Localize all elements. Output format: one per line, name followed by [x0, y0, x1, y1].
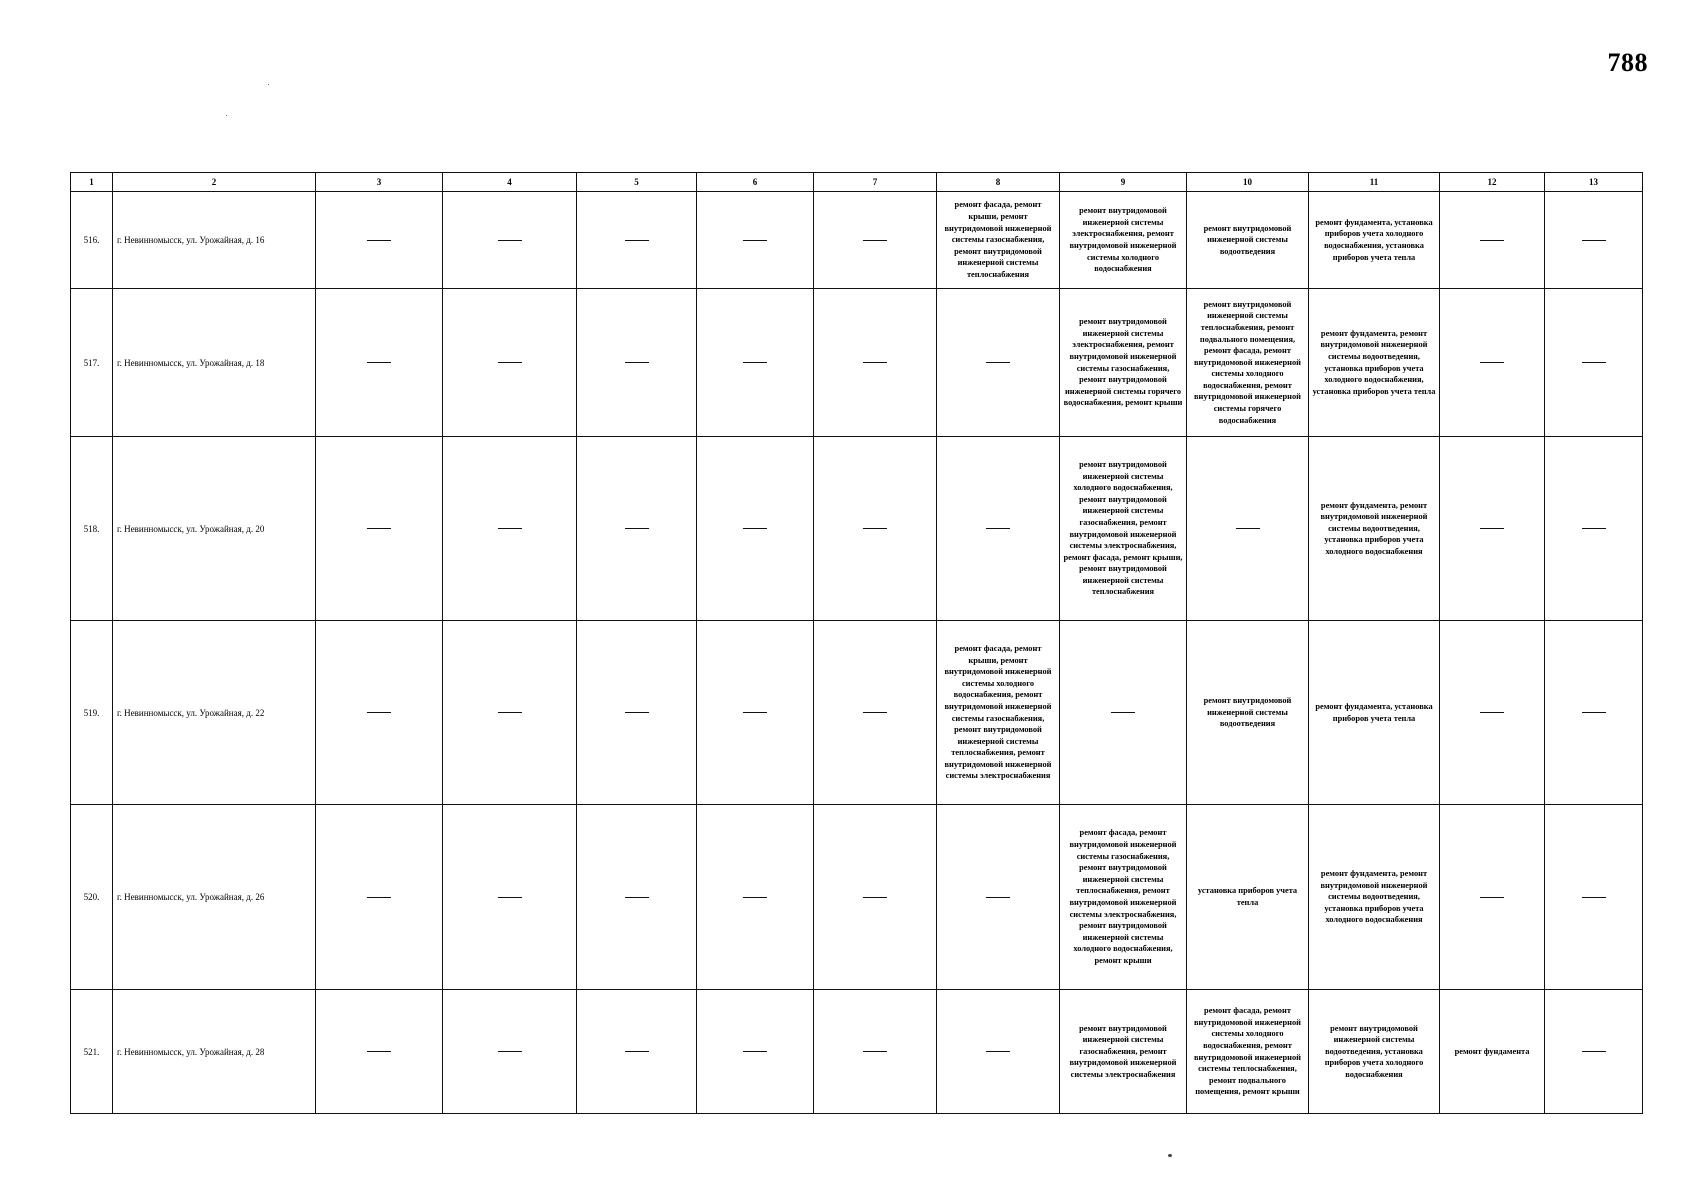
work-description-cell: ремонт внутридомовой инженерной системы электроснабжения, ремонт внутридомовой инженерной системы газоснабжения, ремонт внутридомовой инженерной системы горячего водоснабжения, ремонт крыши	[1060, 289, 1187, 437]
repair-program-table	[70, 172, 1643, 1114]
dash-mark	[498, 362, 522, 363]
dash-mark	[367, 712, 391, 713]
empty-cell	[1545, 437, 1643, 621]
dash-mark	[1480, 240, 1504, 241]
dash-mark	[863, 528, 887, 529]
column-header: 2	[113, 173, 316, 192]
empty-cell	[443, 437, 577, 621]
empty-cell	[443, 990, 577, 1114]
column-header: 6	[697, 173, 814, 192]
empty-cell	[1440, 192, 1545, 289]
scan-speck	[268, 84, 269, 85]
column-header: 7	[814, 173, 937, 192]
dash-mark	[743, 240, 767, 241]
work-description-cell: ремонт внутридомовой инженерной системы газоснабжения, ремонт внутридомовой инженерной системы электроснабжения	[1060, 990, 1187, 1114]
work-description-cell: ремонт фундамента, ремонт внутридомовой инженерной системы водоотведения, установка приборов учета холодного водоснабжения	[1309, 437, 1440, 621]
empty-cell	[577, 805, 697, 990]
dash-mark	[743, 1051, 767, 1052]
empty-cell	[443, 289, 577, 437]
empty-cell	[814, 289, 937, 437]
work-description-cell: ремонт фундамента, установка приборов учета холодного водоснабжения, установка приборов учета тепла	[1309, 192, 1440, 289]
empty-cell	[577, 437, 697, 621]
empty-cell	[443, 621, 577, 805]
empty-cell	[577, 990, 697, 1114]
empty-cell	[1545, 192, 1643, 289]
dash-mark	[498, 712, 522, 713]
work-description-cell: ремонт внутридомовой инженерной системы холодного водоснабжения, ремонт внутридомовой инженерной системы газоснабжения, ремонт внутридомовой инженерной системы электроснабжения, ремонт фасада, ремонт крыши, ремонт внутридомовой инженерной системы теплоснабжения	[1060, 437, 1187, 621]
empty-cell	[1440, 289, 1545, 437]
scan-speck	[1168, 1154, 1172, 1157]
column-header: 1	[71, 173, 113, 192]
dash-mark	[498, 240, 522, 241]
dash-mark	[1111, 712, 1135, 713]
table-row	[71, 192, 1643, 289]
empty-cell	[1545, 990, 1643, 1114]
work-description-cell: ремонт фасада, ремонт внутридомовой инженерной системы холодного водоснабжения, ремонт внутридомовой инженерной системы теплоснабжения, ремонт подвального помещения, ремонт крыши	[1187, 990, 1309, 1114]
empty-cell	[316, 289, 443, 437]
dash-mark	[1582, 897, 1606, 898]
dash-mark	[625, 362, 649, 363]
column-header: 4	[443, 173, 577, 192]
work-description-cell: ремонт внутридомовой инженерной системы электроснабжения, ремонт внутридомовой инженерной системы холодного водоснабжения	[1060, 192, 1187, 289]
work-description-cell: ремонт фундамента, установка приборов учета тепла	[1309, 621, 1440, 805]
dash-mark	[498, 528, 522, 529]
column-header: 11	[1309, 173, 1440, 192]
column-header: 13	[1545, 173, 1643, 192]
address-cell: г. Невинномысск, ул. Урожайная, д. 26	[113, 805, 316, 990]
empty-cell	[577, 192, 697, 289]
row-number: 520.	[71, 805, 113, 990]
table-row	[71, 437, 1643, 621]
dash-mark	[625, 528, 649, 529]
column-header: 9	[1060, 173, 1187, 192]
work-description-cell: ремонт внутридомовой инженерной системы водоотведения	[1187, 621, 1309, 805]
work-description-cell: ремонт фасада, ремонт крыши, ремонт внутридомовой инженерной системы холодного водоснабжения, ремонт внутридомовой инженерной системы газоснабжения, ремонт внутридомовой инженерной системы теплоснабжения, ремонт внутридомовой инженерной системы электроснабжения	[937, 621, 1060, 805]
address-cell: г. Невинномысск, ул. Урожайная, д. 18	[113, 289, 316, 437]
empty-cell	[697, 437, 814, 621]
dash-mark	[498, 897, 522, 898]
table-row	[71, 289, 1643, 437]
dash-mark	[1236, 528, 1260, 529]
empty-cell	[577, 289, 697, 437]
dash-mark	[1480, 712, 1504, 713]
empty-cell	[697, 289, 814, 437]
dash-mark	[986, 528, 1010, 529]
table-row	[71, 990, 1643, 1114]
column-header: 3	[316, 173, 443, 192]
row-number: 517.	[71, 289, 113, 437]
column-header: 10	[1187, 173, 1309, 192]
dash-mark	[986, 362, 1010, 363]
dash-mark	[367, 528, 391, 529]
dash-mark	[625, 1051, 649, 1052]
empty-cell	[937, 289, 1060, 437]
empty-cell	[316, 192, 443, 289]
dash-mark	[625, 712, 649, 713]
empty-cell	[316, 805, 443, 990]
address-cell: г. Невинномысск, ул. Урожайная, д. 16	[113, 192, 316, 289]
dash-mark	[863, 1051, 887, 1052]
dash-mark	[367, 897, 391, 898]
empty-cell	[814, 805, 937, 990]
dash-mark	[498, 1051, 522, 1052]
empty-cell	[316, 621, 443, 805]
dash-mark	[1480, 897, 1504, 898]
row-number: 518.	[71, 437, 113, 621]
empty-cell	[316, 990, 443, 1114]
empty-cell	[937, 437, 1060, 621]
dash-mark	[367, 1051, 391, 1052]
work-description-cell: ремонт внутридомовой инженерной системы теплоснабжения, ремонт подвального помещения, ремонт фасада, ремонт внутридомовой инженерной системы холодного водоснабжения, ремонт внутридомовой инженерной системы горячего водоснабжения	[1187, 289, 1309, 437]
work-description-cell: ремонт фундамента, ремонт внутридомовой инженерной системы водоотведения, установка приборов учета холодного водоснабжения, установка приборов учета тепла	[1309, 289, 1440, 437]
empty-cell	[697, 192, 814, 289]
dash-mark	[986, 1051, 1010, 1052]
table-row	[71, 621, 1643, 805]
empty-cell	[1545, 805, 1643, 990]
empty-cell	[1060, 621, 1187, 805]
work-description-cell: ремонт фасада, ремонт внутридомовой инженерной системы газоснабжения, ремонт внутридомовой инженерной системы теплоснабжения, ремонт внутридомовой инженерной системы электроснабжения, ремонт внутридомовой инженерной системы холодного водоснабжения, ремонт крыши	[1060, 805, 1187, 990]
empty-cell	[697, 805, 814, 990]
dash-mark	[1582, 240, 1606, 241]
empty-cell	[316, 437, 443, 621]
dash-mark	[743, 528, 767, 529]
row-number: 516.	[71, 192, 113, 289]
dash-mark	[1480, 362, 1504, 363]
dash-mark	[863, 712, 887, 713]
work-description-cell: установка приборов учета тепла	[1187, 805, 1309, 990]
dash-mark	[1480, 528, 1504, 529]
work-description-cell: ремонт фундамента, ремонт внутридомовой инженерной системы водоотведения, установка приборов учета холодного водоснабжения	[1309, 805, 1440, 990]
empty-cell	[1440, 805, 1545, 990]
column-header: 8	[937, 173, 1060, 192]
empty-cell	[814, 990, 937, 1114]
table-row	[71, 805, 1643, 990]
dash-mark	[743, 712, 767, 713]
work-description-cell: ремонт внутридомовой инженерной системы водоотведения	[1187, 192, 1309, 289]
dash-mark	[1582, 362, 1606, 363]
dash-mark	[986, 897, 1010, 898]
column-header: 12	[1440, 173, 1545, 192]
empty-cell	[1440, 437, 1545, 621]
empty-cell	[697, 621, 814, 805]
empty-cell	[1545, 289, 1643, 437]
dash-mark	[1582, 1051, 1606, 1052]
dash-mark	[863, 240, 887, 241]
empty-cell	[937, 990, 1060, 1114]
address-cell: г. Невинномысск, ул. Урожайная, д. 20	[113, 437, 316, 621]
dash-mark	[367, 240, 391, 241]
empty-cell	[814, 192, 937, 289]
row-number: 521.	[71, 990, 113, 1114]
work-description-cell: ремонт внутридомовой инженерной системы водоотведения, установка приборов учета холодного водоснабжения	[1309, 990, 1440, 1114]
dash-mark	[1582, 712, 1606, 713]
address-cell: г. Невинномысск, ул. Урожайная, д. 28	[113, 990, 316, 1114]
page-number: 788	[1607, 48, 1648, 77]
dash-mark	[863, 362, 887, 363]
empty-cell	[443, 805, 577, 990]
dash-mark	[367, 362, 391, 363]
dash-mark	[743, 362, 767, 363]
empty-cell	[443, 192, 577, 289]
column-number-row	[71, 173, 1643, 192]
row-number: 519.	[71, 621, 113, 805]
empty-cell	[577, 621, 697, 805]
empty-cell	[1187, 437, 1309, 621]
dash-mark	[743, 897, 767, 898]
empty-cell	[1545, 621, 1643, 805]
dash-mark	[1582, 528, 1606, 529]
column-header: 5	[577, 173, 697, 192]
table-body	[71, 192, 1643, 1114]
address-cell: г. Невинномысск, ул. Урожайная, д. 22	[113, 621, 316, 805]
empty-cell	[814, 621, 937, 805]
dash-mark	[625, 897, 649, 898]
empty-cell	[697, 990, 814, 1114]
work-description-cell: ремонт фундамента	[1440, 990, 1545, 1114]
work-description-cell: ремонт фасада, ремонт крыши, ремонт внутридомовой инженерной системы газоснабжения, ремонт внутридомовой инженерной системы теплоснабжения	[937, 192, 1060, 289]
empty-cell	[1440, 621, 1545, 805]
empty-cell	[814, 437, 937, 621]
scan-speck	[226, 115, 227, 116]
empty-cell	[937, 805, 1060, 990]
dash-mark	[863, 897, 887, 898]
dash-mark	[625, 240, 649, 241]
